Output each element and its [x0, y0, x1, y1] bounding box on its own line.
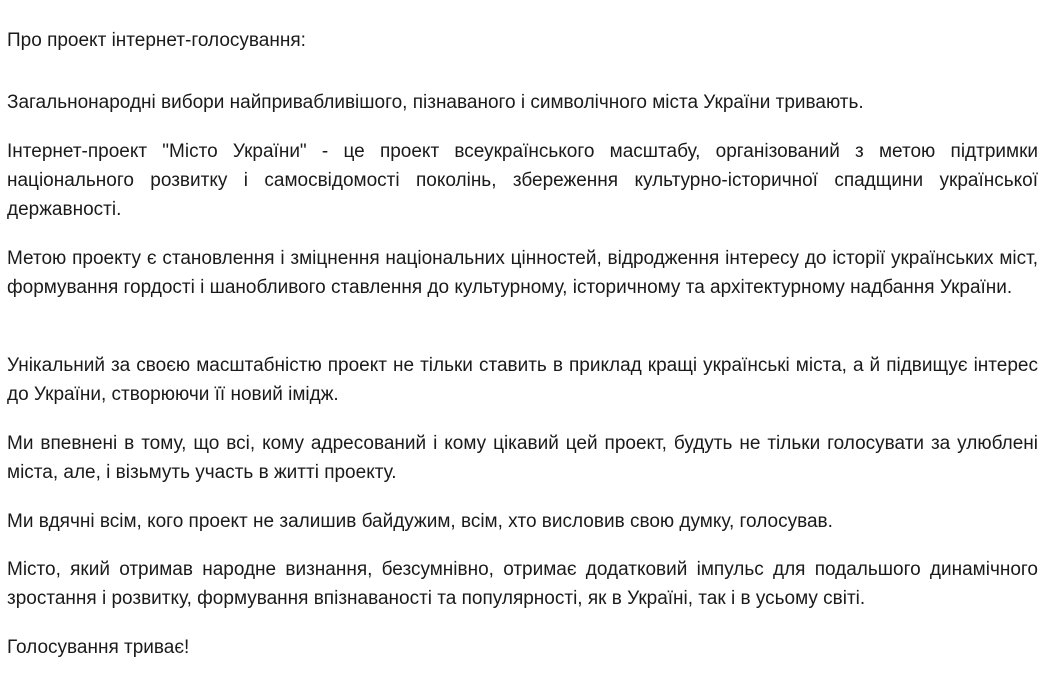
- article-paragraph-5: Ми впевнені в тому, що всі, кому адресований і кому цікавий цей проект, будуть не тільки голосувати за улюблені міста, але, і візьмуть участь в житті проекту.: [7, 433, 1038, 483]
- article-paragraph-2: Інтернет-проект "Місто України" - це проект всеукраїнського масштабу, організований з метою підтримки національного розвитку і самосвідомості поколінь, збереження культурно-історичної спадщини української державності.: [7, 141, 1038, 220]
- article-paragraph-6: Ми вдячні всім, кого проект не залишив байдужим, всім, хто висловив свою думку, голосував.: [7, 511, 833, 532]
- article-paragraph-1: Загальнонародні вибори найпривабливішого, пізнаваного і символічного міста України тривають.: [7, 92, 864, 113]
- article-paragraph-7: Місто, який отримав народне визнання, безсумнівно, отримає додатковий імпульс для подальшого динамічного зростання і розвитку, формування впізнаваності та популярності, як в Україні, так і в усьому світі.: [7, 559, 1038, 609]
- article-heading: Про проект інтернет-голосування:: [7, 30, 306, 51]
- article-paragraph-8: Голосування триває!: [7, 637, 190, 658]
- article-paragraph-3: Метою проекту є становлення і зміцнення національних цінностей, відродження інтересу до історії українських міст, формування гордості і шанобливого ставлення до культурному, історичному та архітектурному надбання України.: [7, 248, 1038, 298]
- article-paragraph-4: Унікальний за своєю масштабністю проект не тільки ставить в приклад кращі українські міста, а й підвищує інтерес до України, створюючи її новий імідж.: [7, 355, 1038, 405]
